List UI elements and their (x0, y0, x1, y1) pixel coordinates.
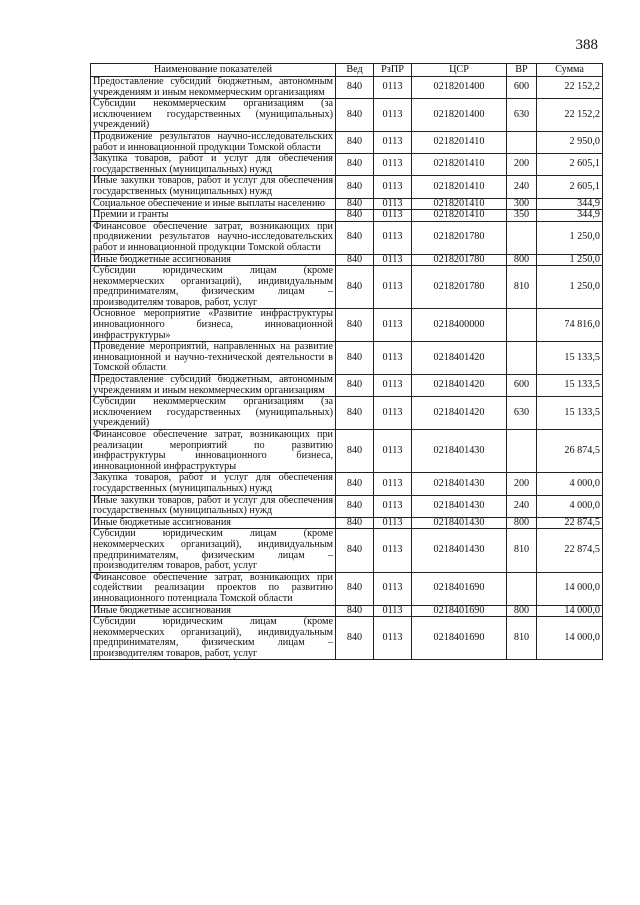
cell-vr: 600 (507, 77, 537, 99)
cell-ved: 840 (336, 210, 374, 222)
cell-csr: 0218201410 (412, 210, 507, 222)
cell-rzpr: 0113 (374, 131, 412, 153)
cell-csr: 0218400000 (412, 309, 507, 342)
table-row (91, 617, 603, 660)
cell-ved: 840 (336, 198, 374, 210)
cell-vr: 630 (507, 99, 537, 132)
table-row (91, 99, 603, 132)
cell-sum: 15 133,5 (537, 342, 603, 375)
header-csr: ЦСР (412, 64, 507, 77)
cell-ved: 840 (336, 342, 374, 375)
cell-csr: 0218401420 (412, 397, 507, 430)
cell-rzpr: 0113 (374, 99, 412, 132)
cell-rzpr: 0113 (374, 397, 412, 430)
cell-rzpr: 0113 (374, 375, 412, 397)
table-row (91, 198, 603, 210)
cell-rzpr: 0113 (374, 309, 412, 342)
cell-name: Субсидии юридическим лицам (кроме некоммерческих организаций), индивидуальным предпринимателям, физическим лицам – производителям товаров, работ, услуг (91, 617, 336, 660)
cell-name: Премии и гранты (91, 210, 336, 222)
table-row (91, 342, 603, 375)
cell-csr: 0218401420 (412, 342, 507, 375)
cell-csr: 0218401430 (412, 473, 507, 495)
cell-rzpr: 0113 (374, 77, 412, 99)
cell-csr: 0218201410 (412, 154, 507, 176)
cell-name: Субсидии юридическим лицам (кроме некоммерческих организаций), индивидуальным предпринимателям, физическим лицам – производителям товаров, работ, услуг (91, 529, 336, 572)
cell-vr (507, 572, 537, 605)
cell-ved: 840 (336, 254, 374, 266)
cell-sum: 22 874,5 (537, 529, 603, 572)
cell-vr: 800 (507, 605, 537, 617)
cell-name: Иные закупки товаров, работ и услуг для обеспечения государственных (муниципальных) нужд (91, 176, 336, 198)
table-row (91, 221, 603, 254)
cell-sum: 14 000,0 (537, 572, 603, 605)
table-row (91, 309, 603, 342)
cell-vr (507, 342, 537, 375)
cell-sum: 74 816,0 (537, 309, 603, 342)
cell-csr: 0218201410 (412, 176, 507, 198)
cell-name: Финансовое обеспечение затрат, возникающих при продвижении результатов научно-исследовательских работ и инновационной продукции Томской области (91, 221, 336, 254)
cell-name: Иные бюджетные ассигнования (91, 254, 336, 266)
header-name: Наименование показателей (91, 64, 336, 77)
cell-ved: 840 (336, 430, 374, 473)
table-row (91, 154, 603, 176)
cell-ved: 840 (336, 605, 374, 617)
cell-name: Финансовое обеспечение затрат, возникающих при содействии реализации проектов по развитию инновационного потенциала Томской области (91, 572, 336, 605)
table-row (91, 605, 603, 617)
cell-rzpr: 0113 (374, 342, 412, 375)
cell-sum: 14 000,0 (537, 605, 603, 617)
cell-name: Иные бюджетные ассигнования (91, 517, 336, 529)
cell-name: Субсидии некоммерческим организациям (за исключением государственных (муниципальных) учреждений) (91, 397, 336, 430)
table-row (91, 517, 603, 529)
cell-ved: 840 (336, 517, 374, 529)
table-row (91, 131, 603, 153)
cell-csr: 0218401690 (412, 617, 507, 660)
cell-ved: 840 (336, 99, 374, 132)
cell-sum: 1 250,0 (537, 221, 603, 254)
table-row (91, 375, 603, 397)
cell-sum: 1 250,0 (537, 266, 603, 309)
header-sum: Сумма (537, 64, 603, 77)
cell-vr: 240 (507, 176, 537, 198)
cell-rzpr: 0113 (374, 210, 412, 222)
cell-name: Финансовое обеспечение затрат, возникающих при реализации мероприятий по развитию инфраструктуры инновационного бизнеса, инновационной инфраструктуры (91, 430, 336, 473)
header-ved: Вед (336, 64, 374, 77)
cell-ved: 840 (336, 397, 374, 430)
cell-vr: 300 (507, 198, 537, 210)
cell-rzpr: 0113 (374, 254, 412, 266)
cell-csr: 0218201400 (412, 99, 507, 132)
cell-name: Субсидии некоммерческим организациям (за исключением государственных (муниципальных) учреждений) (91, 99, 336, 132)
table-row (91, 572, 603, 605)
cell-sum: 22 152,2 (537, 77, 603, 99)
cell-vr (507, 309, 537, 342)
cell-vr: 200 (507, 473, 537, 495)
table-row (91, 266, 603, 309)
cell-csr: 0218401430 (412, 529, 507, 572)
page-number: 388 (575, 37, 598, 53)
cell-sum: 14 000,0 (537, 617, 603, 660)
cell-rzpr: 0113 (374, 572, 412, 605)
cell-csr: 0218401430 (412, 495, 507, 517)
cell-sum: 2 605,1 (537, 154, 603, 176)
cell-ved: 840 (336, 131, 374, 153)
cell-rzpr: 0113 (374, 517, 412, 529)
cell-vr: 810 (507, 529, 537, 572)
cell-rzpr: 0113 (374, 430, 412, 473)
cell-csr: 0218201400 (412, 77, 507, 99)
cell-csr: 0218401690 (412, 605, 507, 617)
cell-ved: 840 (336, 221, 374, 254)
cell-name: Иные закупки товаров, работ и услуг для обеспечения государственных (муниципальных) нужд (91, 495, 336, 517)
cell-csr: 0218401420 (412, 375, 507, 397)
cell-sum: 4 000,0 (537, 473, 603, 495)
cell-ved: 840 (336, 473, 374, 495)
cell-rzpr: 0113 (374, 176, 412, 198)
cell-csr: 0218401690 (412, 572, 507, 605)
cell-ved: 840 (336, 617, 374, 660)
cell-rzpr: 0113 (374, 495, 412, 517)
cell-rzpr: 0113 (374, 605, 412, 617)
cell-name: Закупка товаров, работ и услуг для обеспечения государственных (муниципальных) нужд (91, 473, 336, 495)
cell-sum: 22 874,5 (537, 517, 603, 529)
cell-vr: 350 (507, 210, 537, 222)
cell-csr: 0218201410 (412, 198, 507, 210)
cell-vr: 200 (507, 154, 537, 176)
cell-ved: 840 (336, 572, 374, 605)
table-row (91, 397, 603, 430)
table-row (91, 473, 603, 495)
table-row (91, 430, 603, 473)
cell-name: Проведение мероприятий, направленных на развитие инновационной и научно-технической деятельности в Томской области (91, 342, 336, 375)
cell-csr: 0218201780 (412, 266, 507, 309)
cell-vr: 800 (507, 254, 537, 266)
cell-ved: 840 (336, 495, 374, 517)
cell-sum: 2 950,0 (537, 131, 603, 153)
cell-sum: 15 133,5 (537, 397, 603, 430)
table-row (91, 210, 603, 222)
cell-name: Предоставление субсидий бюджетным, автономным учреждениям и иным некоммерческим организациям (91, 375, 336, 397)
cell-rzpr: 0113 (374, 529, 412, 572)
budget-table (90, 63, 603, 660)
cell-name: Субсидии юридическим лицам (кроме некоммерческих организаций), индивидуальным предпринимателям, физическим лицам – производителям товаров, работ, услуг (91, 266, 336, 309)
cell-csr: 0218401430 (412, 517, 507, 529)
table-row (91, 529, 603, 572)
cell-ved: 840 (336, 77, 374, 99)
cell-ved: 840 (336, 309, 374, 342)
cell-name: Предоставление субсидий бюджетным, автономным учреждениям и иным некоммерческим организациям (91, 77, 336, 99)
table-row (91, 176, 603, 198)
cell-vr (507, 221, 537, 254)
cell-csr: 0218201780 (412, 254, 507, 266)
table-row (91, 77, 603, 99)
cell-rzpr: 0113 (374, 198, 412, 210)
cell-vr (507, 131, 537, 153)
cell-rzpr: 0113 (374, 266, 412, 309)
cell-ved: 840 (336, 375, 374, 397)
cell-sum: 4 000,0 (537, 495, 603, 517)
cell-ved: 840 (336, 266, 374, 309)
cell-ved: 840 (336, 529, 374, 572)
cell-rzpr: 0113 (374, 617, 412, 660)
cell-name: Продвижение результатов научно-исследовательских работ и инновационной продукции Томской области (91, 131, 336, 153)
cell-ved: 840 (336, 154, 374, 176)
table-row (91, 495, 603, 517)
cell-csr: 0218401430 (412, 430, 507, 473)
cell-vr: 240 (507, 495, 537, 517)
table-body (91, 77, 603, 660)
cell-name: Закупка товаров, работ и услуг для обеспечения государственных (муниципальных) нужд (91, 154, 336, 176)
table-row (91, 254, 603, 266)
cell-sum: 344,9 (537, 198, 603, 210)
cell-vr (507, 430, 537, 473)
cell-sum: 15 133,5 (537, 375, 603, 397)
cell-vr: 810 (507, 617, 537, 660)
cell-vr: 630 (507, 397, 537, 430)
cell-name: Иные бюджетные ассигнования (91, 605, 336, 617)
table-header-row (91, 64, 603, 77)
cell-name: Основное мероприятие «Развитие инфраструктуры инновационного бизнеса, инновационной инфраструктуры» (91, 309, 336, 342)
header-vr: ВР (507, 64, 537, 77)
cell-rzpr: 0113 (374, 221, 412, 254)
cell-vr: 810 (507, 266, 537, 309)
cell-sum: 26 874,5 (537, 430, 603, 473)
cell-vr: 800 (507, 517, 537, 529)
header-rzpr: РзПР (374, 64, 412, 77)
cell-name: Социальное обеспечение и иные выплаты населению (91, 198, 336, 210)
cell-rzpr: 0113 (374, 154, 412, 176)
cell-sum: 2 605,1 (537, 176, 603, 198)
cell-sum: 344,9 (537, 210, 603, 222)
cell-vr: 600 (507, 375, 537, 397)
cell-rzpr: 0113 (374, 473, 412, 495)
cell-sum: 1 250,0 (537, 254, 603, 266)
cell-csr: 0218201410 (412, 131, 507, 153)
cell-csr: 0218201780 (412, 221, 507, 254)
cell-ved: 840 (336, 176, 374, 198)
cell-sum: 22 152,2 (537, 99, 603, 132)
